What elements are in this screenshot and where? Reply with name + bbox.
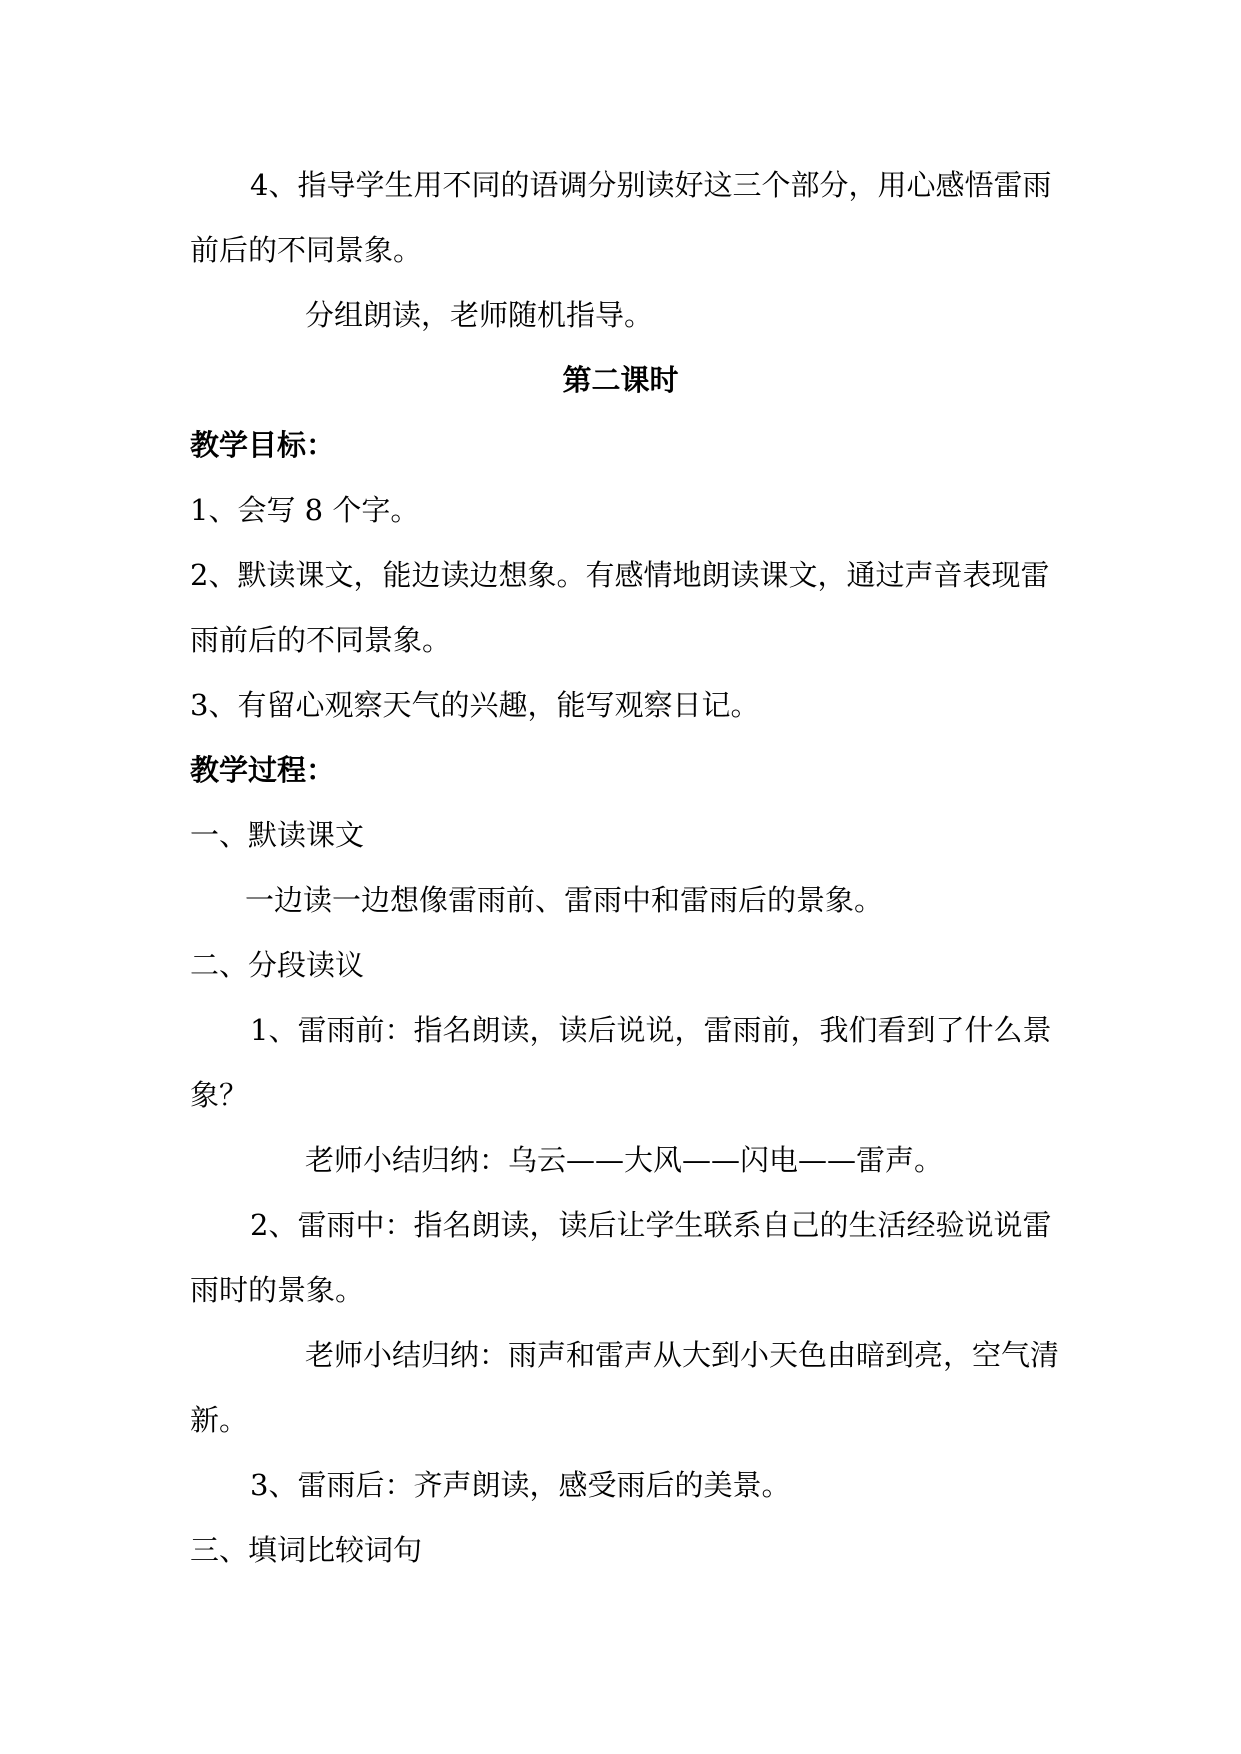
substep-during-storm: 2、雷雨中：指名朗读，读后让学生联系自己的生活经验说说雷 — [250, 1208, 1052, 1242]
process-step-1: 一、默读课文 — [190, 818, 365, 852]
summary-during-storm-continued: 新。 — [190, 1403, 249, 1437]
substep-after-storm: 3、雷雨后：齐声朗读，感受雨后的美景。 — [250, 1468, 791, 1502]
section-title: 第二课时 — [562, 363, 679, 397]
process-step-3: 三、填词比较词句 — [190, 1533, 423, 1567]
substep-before-storm-continued: 象？ — [190, 1078, 249, 1112]
goal-item-1: 1、会写 8 个字。 — [190, 493, 420, 527]
paragraph-step4: 4、指导学生用不同的语调分别读好这三个部分，用心感悟雷雨 — [250, 168, 1052, 202]
goal-item-2-continued: 雨前后的不同景象。 — [190, 623, 452, 657]
paragraph-step4-continued: 前后的不同景象。 — [190, 233, 423, 267]
summary-before-storm: 老师小结归纳：乌云——大风——闪电——雷声。 — [305, 1143, 944, 1177]
goal-item-3: 3、有留心观察天气的兴趣，能写观察日记。 — [190, 688, 760, 722]
heading-teaching-process: 教学过程： — [190, 753, 336, 787]
substep-during-storm-continued: 雨时的景象。 — [190, 1273, 365, 1307]
heading-teaching-goals: 教学目标： — [190, 428, 336, 462]
group-reading-note: 分组朗读，老师随机指导。 — [305, 298, 654, 332]
summary-during-storm: 老师小结归纳：雨声和雷声从大到小天色由暗到亮，空气清 — [305, 1338, 1060, 1372]
substep-before-storm: 1、雷雨前：指名朗读，读后说说，雷雨前，我们看到了什么景 — [250, 1013, 1052, 1047]
process-step-1-detail: 一边读一边想像雷雨前、雷雨中和雷雨后的景象。 — [245, 883, 884, 917]
goal-item-2: 2、默读课文，能边读边想象。有感情地朗读课文，通过声音表现雷 — [190, 558, 1050, 592]
process-step-2: 二、分段读议 — [190, 948, 365, 982]
